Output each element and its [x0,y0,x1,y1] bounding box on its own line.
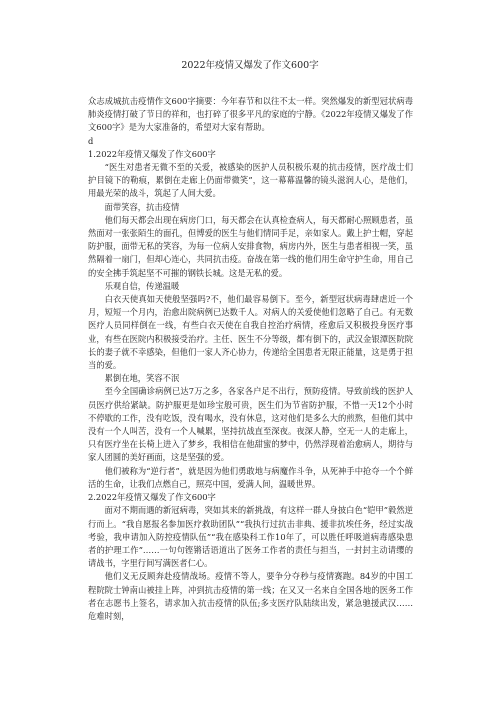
document-body [88,95,413,623]
body-paragraph: “医生对患者无微不至的关爱，被感染的医护人员积极乐观的抗击疫情，医疗战士们护目镜下的勒痕，累倒在走廊上仍面带微笑”，这一幕幕温馨的镜头滋润人心，是他们，用最光荣的战斗，筑起了人间大爱。 [88,162,413,199]
document-title: 2022年疫情又爆发了作文600字 [181,60,319,71]
section-heading: 2.2022年疫情又爆发了作文600字 [88,492,216,503]
body-paragraph: 他们义无反顾奔赴疫情战场。疫情不等人，要争分夺秒与疫情赛跑。84岁的中国工程院院士钟南山被挂上阵，冲到抗击疫情的第一线；在又又一名来自全国各地的医务工作者在志愿书上签名，请求加入抗击疫情的队伍;多支医疗队陆续出发，紧急驰援武汉……危难时刻， [88,571,413,621]
section-subheading: 乐观自信，传递温暖 [104,280,180,291]
body-paragraph: 面对不期而遇的新冠病毒，突如其来的新挑战，有这样一群人身披白色“铠甲”毅然逆行而上。“我自愿报名参加医疗救助团队”“我执行过抗击非典、援非抗埃任务，经过实战考验，我申请加入防控疫情队伍”“我在感染科工作10年了，可以胜任呼吸道病毒感染患者的护理工作”……一句句铿锵话语道出了医务工作者的责任与担当，一封封主动请缨的请战书，字里行间写满医者仁心。 [88,505,413,569]
section-heading: d [88,135,94,146]
body-paragraph: 白衣天使真如天使般坚强吗?不，他们最容易倒下。至今，新型冠状病毒肆虐近一个月，短短一个月内，治愈出院病例已达数千人。对病人的关爱使他们忽略了自己。有无数医疗人员同样倒在一线，有些白衣天使在自我自控治疗病情，痊愈后又积极投身医疗事业，有些在医院内积极接受治疗。主任、医生不分等级，都有倒下的，武汉金银潭医院院长的妻子就不幸感染，但他们一家人齐心协力，传递给全国患者无限正能量，这是勇于担当的爱。 [88,294,413,371]
section-subheading: 面带笑容，抗击疫情 [104,201,180,212]
section-heading: 1.2022年疫情又爆发了作文600字 [88,148,216,159]
section-subheading: 累倒在地，笑容不泯 [104,373,180,384]
body-paragraph: 他们被称为“逆行者”，就是因为他们勇敢地与病魔作斗争，从死神手中抢夺一个个鲜活的生命，让我们点燃自己，照亮中国，爱满人间，温暖世界。 [88,465,413,489]
body-paragraph: 至今全国确诊病例已达7万之多，各家各户足不出行，预防疫情。导致前线的医护人员医疗供给紧缺。防护服更是如珍宝般可贵，医生们为节省防护服，不惜一天12个小时不停歇的工作，没有吃饭，没有喝水，没有休息，这对他们是多么大的煎熬，但他们其中没有一个人叫苦，没有一个人喊累，坚持抗战直至深夜。夜深人静，空无一人的走廊上，只有医疗坐在长椅上进入了梦乡，我相信在他甜蜜的梦中，仍然浮现着治愈病人，期待与家人团圆的美好画面，这是坚强的爱。 [88,386,413,463]
body-paragraph: 众志成城抗击疫情作文600字摘要：今年春节和以往不太一样。突然爆发的新型冠状病毒肺炎疫情打破了节日的祥和，也打碎了很多平凡的家庭的宁静。《2022年疫情又爆发了作文600字》是为大家准备的，希望对大家有帮助。 [88,96,413,133]
body-paragraph: 他们每天都会出现在病房门口，每天都会在认真检查病人，每天都耐心照顾患者，虽然面对一张张陌生的面孔，但博爱的医生与他们情同手足，亲如家人。戴上护士帽，穿起防护服，面带无私的笑容，为每一位病人安排食物，病房内外，医生与患者相视一笑，虽然隔着一扇门，但却心连心，共同抗击疫。奋战在第一线的他们用生命守护生命，用自己的安全拂手筑起坚不可摧的钢铁长城。这是无私的爱。 [88,214,413,278]
